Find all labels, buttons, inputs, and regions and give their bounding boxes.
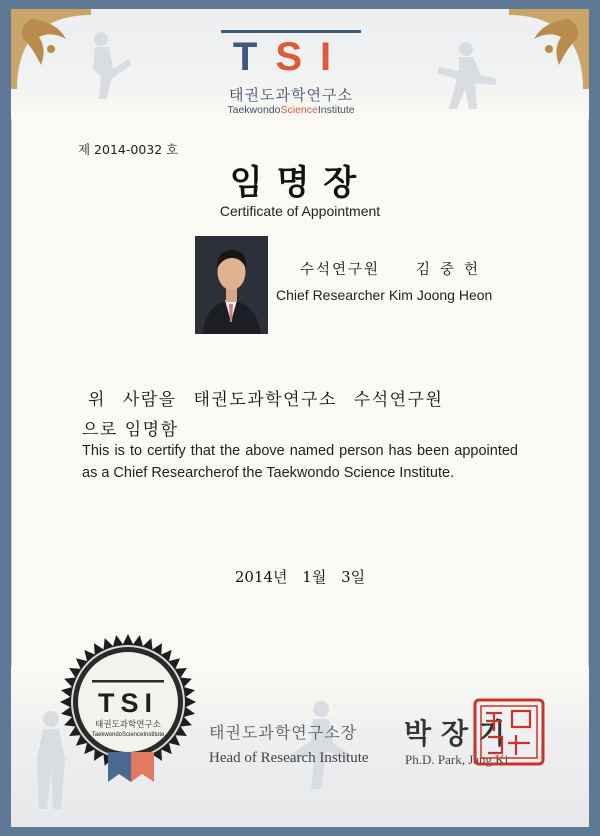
seal-text-english: TaekwondoScienceInstitute [91,732,165,738]
logo-name-korean: 태권도과학연구소 [229,86,353,104]
person-portrait-icon [195,236,268,334]
page-title-english: Certificate of Appointment [219,203,381,219]
tsi-seal-icon [58,632,198,772]
tsi-logo [221,35,361,79]
signer-title-korean: 태권도과학연구소장 [209,723,358,742]
ornament-corner-top-right-icon [509,9,589,89]
signer-name-korean: 박장기 [404,717,516,750]
jumping-silhouette-icon [281,699,351,789]
body-korean-line-1: 위 사람을 태권도과학연구소 수석연구원 [88,390,444,410]
ornament-corner-top-left-icon [11,9,91,89]
body-english: This is to certify that the above named person has been appointed as a Chief Researcherof the Taekwondo Science Institute. [82,443,518,481]
recipient-name-english: Chief Researcher Kim Joong Heon [276,287,493,303]
signer-name-english: Ph.D. Park, Jang Ki [405,752,509,767]
recipient-name-korean: 수석연구원 김중헌 [300,262,489,278]
logo-letter-s: S [275,35,320,79]
seal-letters: TSI [97,688,159,718]
logo-letter-i: I [320,35,350,79]
issue-date: 2014년 1월 3일 [234,568,366,586]
seal-ribbon-icon [108,752,154,782]
logo-letter-t: T [232,35,276,79]
certificate-serial-number: 제 2014-0032 호 [78,142,179,157]
logo-name-english: TaekwondoScienceInstitute [227,104,355,116]
logo-top-bar [221,30,361,33]
fighter-silhouette-icon [431,39,501,109]
red-official-stamp-icon [472,697,546,767]
seal-text-korean: 태권도과학연구소 [95,720,161,730]
signer-title-english: Head of Research Institute [209,750,369,766]
body-korean-line-2: 으로 임명함 [82,420,179,440]
recipient-photo [195,236,268,334]
page-title-korean: 임명장 [229,163,371,203]
